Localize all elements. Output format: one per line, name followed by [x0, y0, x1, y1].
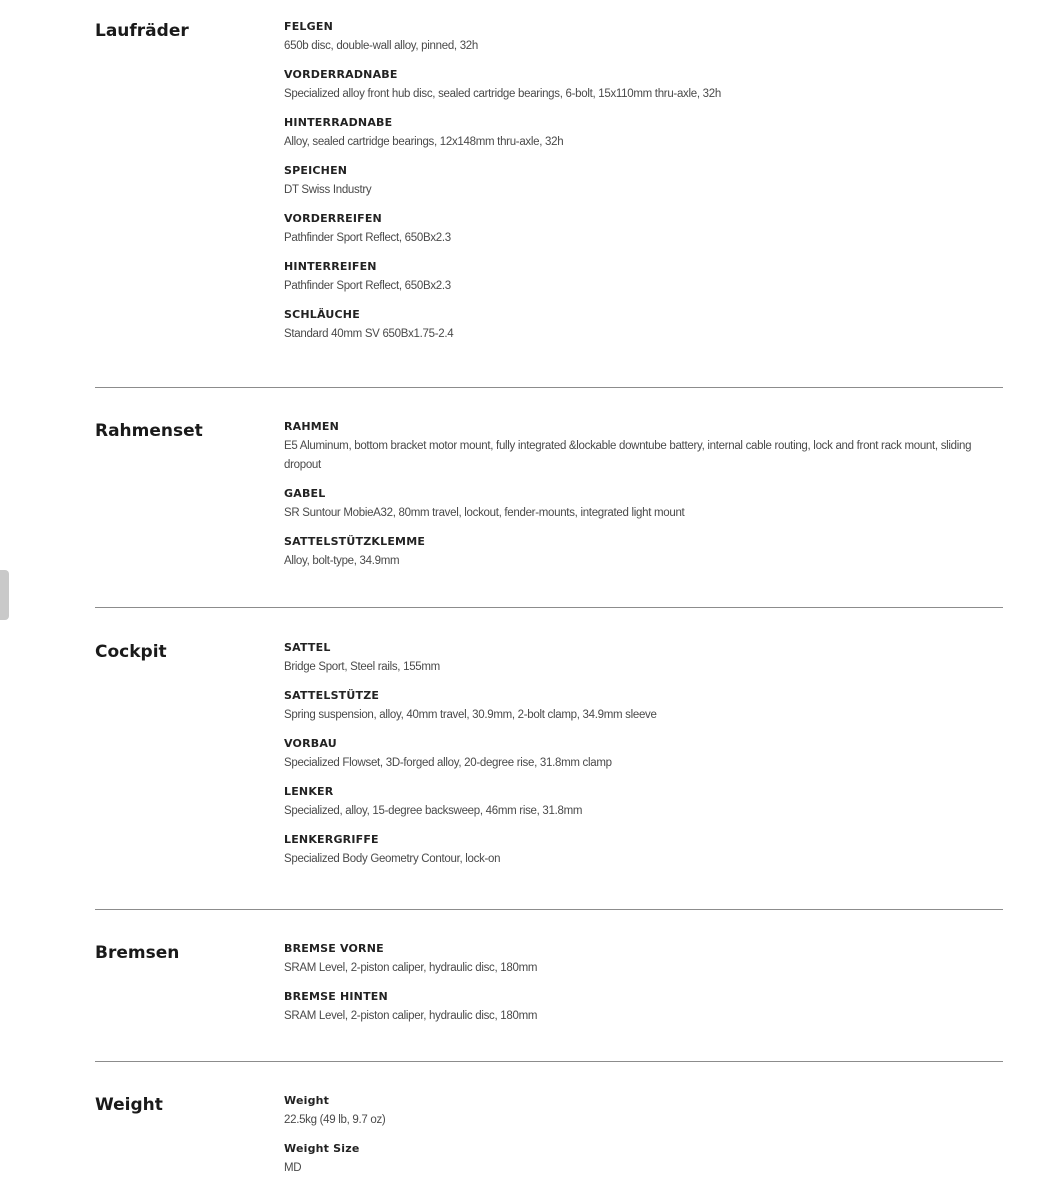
- spec-value: Specialized Body Geometry Contour, lock-on: [284, 853, 501, 865]
- section-divider: [95, 387, 1003, 388]
- spec-label: BREMSE VORNE: [284, 942, 384, 955]
- spec-value: SRAM Level, 2-piston caliper, hydraulic disc, 180mm: [284, 962, 538, 974]
- spec-value: 650b disc, double-wall alloy, pinned, 32h: [284, 40, 478, 52]
- spec-value: Alloy, bolt-type, 34.9mm: [284, 555, 400, 567]
- spec-list: [284, 942, 1006, 1038]
- spec-item-speichen: [284, 164, 1006, 200]
- spec-item-weight: [284, 1094, 1006, 1130]
- spec-value: Pathfinder Sport Reflect, 650Bx2.3: [284, 280, 451, 292]
- spec-value: Specialized alloy front hub disc, sealed cartridge bearings, 6-bolt, 15x110mm thru-axle, 32h: [284, 88, 721, 100]
- spec-label: SATTEL: [284, 641, 331, 654]
- spec-item-vorderreifen: [284, 212, 1006, 248]
- section-title: Cockpit: [95, 642, 167, 662]
- side-tab[interactable]: [0, 570, 9, 620]
- spec-value: Specialized, alloy, 15-degree backsweep, 46mm rise, 31.8mm: [284, 805, 583, 817]
- spec-label: Weight Size: [284, 1142, 360, 1155]
- spec-label: VORBAU: [284, 737, 337, 750]
- spec-item-felgen: [284, 20, 1006, 56]
- spec-label: SPEICHEN: [284, 164, 348, 177]
- spec-value: Bridge Sport, Steel rails, 155mm: [284, 661, 440, 673]
- spec-label: BREMSE HINTEN: [284, 990, 388, 1003]
- spec-label: VORDERRADNABE: [284, 68, 398, 81]
- spec-value: DT Swiss Industry: [284, 184, 372, 196]
- section-divider: [95, 1061, 1003, 1062]
- spec-value: SR Suntour MobieA32, 80mm travel, lockout, fender-mounts, integrated light mount: [284, 507, 685, 519]
- spec-label: FELGEN: [284, 20, 333, 33]
- section-title: Rahmenset: [95, 421, 203, 441]
- spec-item-vorbau: [284, 737, 1006, 773]
- spec-item-schlaeuche: [284, 308, 1006, 344]
- spec-item-gabel: [284, 487, 1006, 523]
- spec-label: LENKER: [284, 785, 334, 798]
- spec-item-rahmen: [284, 420, 1006, 475]
- spec-list: [284, 641, 1006, 881]
- spec-item-bremse-vorne: [284, 942, 1006, 978]
- spec-label: RAHMEN: [284, 420, 340, 433]
- spec-label: Weight: [284, 1094, 330, 1107]
- spec-item-lenkergriffe: [284, 833, 1006, 869]
- spec-item-sattelstuetzklemme: [284, 535, 1006, 571]
- spec-value: Standard 40mm SV 650Bx1.75-2.4: [284, 328, 454, 340]
- spec-label: LENKERGRIFFE: [284, 833, 379, 846]
- spec-value: E5 Aluminum, bottom bracket motor mount, fully integrated &lockable downtube battery, internal cable routing, lock and front rack mount, sliding dropout: [284, 440, 972, 471]
- spec-label: SCHLÄUCHE: [284, 308, 360, 321]
- spec-item-hinterreifen: [284, 260, 1006, 296]
- spec-item-sattel: [284, 641, 1006, 677]
- spec-value: Spring suspension, alloy, 40mm travel, 30.9mm, 2-bolt clamp, 34.9mm sleeve: [284, 709, 657, 721]
- section-title: Laufräder: [95, 21, 189, 41]
- spec-label: SATTELSTÜTZE: [284, 689, 380, 702]
- spec-item-sattelstuetze: [284, 689, 1006, 725]
- section-title: Weight: [95, 1095, 163, 1115]
- spec-label: GABEL: [284, 487, 326, 500]
- spec-value: SRAM Level, 2-piston caliper, hydraulic disc, 180mm: [284, 1010, 538, 1022]
- spec-item-weight-size: [284, 1142, 1006, 1178]
- spec-item-bremse-hinten: [284, 990, 1006, 1026]
- spec-value: Alloy, sealed cartridge bearings, 12x148mm thru-axle, 32h: [284, 136, 564, 148]
- spec-label: VORDERREIFEN: [284, 212, 382, 225]
- spec-item-lenker: [284, 785, 1006, 821]
- spec-label: HINTERREIFEN: [284, 260, 377, 273]
- spec-list: [284, 420, 1006, 583]
- spec-value: Specialized Flowset, 3D-forged alloy, 20-degree rise, 31.8mm clamp: [284, 757, 612, 769]
- section-divider: [95, 607, 1003, 608]
- spec-value: Pathfinder Sport Reflect, 650Bx2.3: [284, 232, 451, 244]
- spec-label: HINTERRADNABE: [284, 116, 393, 129]
- spec-value: MD: [284, 1162, 302, 1174]
- section-title: Bremsen: [95, 943, 180, 963]
- spec-list: [284, 1094, 1006, 1190]
- spec-item-hinterradnabe: [284, 116, 1006, 152]
- spec-value: 22.5kg (49 lb, 9.7 oz): [284, 1114, 386, 1126]
- section-divider: [95, 909, 1003, 910]
- spec-list: [284, 20, 1006, 356]
- spec-label: SATTELSTÜTZKLEMME: [284, 535, 426, 548]
- spec-item-vorderradnabe: [284, 68, 1006, 104]
